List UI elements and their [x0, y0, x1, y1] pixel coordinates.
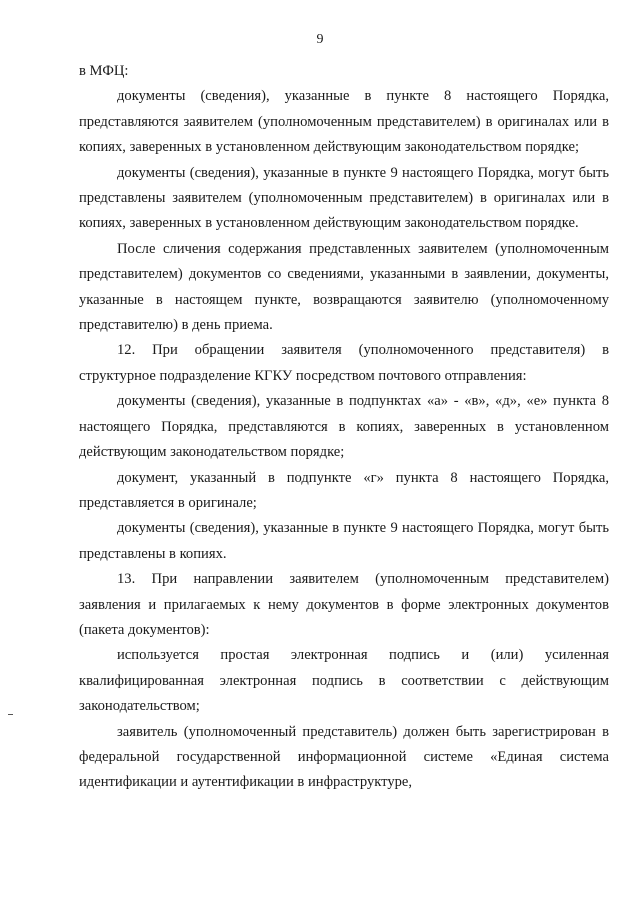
paragraph-item-8-docs: документы (сведения), указанные в пункте 8 настоящего Порядка, представляются заявителем (уполномоченным представителем) в оригиналах или в копиях, заверенных в установленном действующим законодательством порядке;	[79, 88, 609, 156]
margin-mark	[8, 714, 13, 715]
page-number: 9	[316, 32, 324, 47]
paragraph-clause-13: 13. При направлении заявителем (уполномоченным представителем) заявления и прилагаемых к нему документов в форме электронных документов (пакета документов):	[79, 571, 609, 638]
paragraph-esia-registration: заявитель (уполномоченный представитель) должен быть зарегистрирован в федеральной государственной информационной системе «Единая система идентификации и аутентификации в инфраструктуре,	[79, 723, 609, 791]
paragraph-original-g: документ, указанный в подпункте «г» пункта 8 настоящего Порядка, представляется в оригинале;	[79, 469, 609, 511]
paragraph-clause-12: 12. При обращении заявителя (уполномоченного представителя) в структурное подразделение КГКУ посредством почтового отправления:	[79, 342, 609, 384]
paragraph-item-9-copies: документы (сведения), указанные в пункте 9 настоящего Порядка, могут быть представлены в копиях.	[79, 520, 609, 562]
paragraph-copies-abvde: документы (сведения), указанные в подпунктах «а» - «в», «д», «е» пункта 8 настоящего Порядка, представляются в копиях, заверенных в установленном действующим законодательством порядке;	[79, 393, 609, 461]
paragraph-mfc-heading: в МФЦ:	[79, 63, 129, 79]
paragraph-return-docs: После сличения содержания представленных заявителем (уполномоченным представителем) документов со сведениями, указанными в заявлении, документы, указанные в настоящем пункте, возвращаются заявителю (уполномоченному представителю) в день приема.	[79, 240, 609, 334]
document-body	[79, 59, 609, 796]
paragraph-item-9-docs: документы (сведения), указанные в пункте 9 настоящего Порядка, могут быть представлены заявителем (уполномоченным представителем) в оригиналах или в копиях, заверенных в установленном действующим законодательством порядке.	[79, 164, 609, 232]
paragraph-electronic-signature: используется простая электронная подпись и (или) усиленная квалифицированная электронная подпись в соответствии с действующим законодательством;	[79, 647, 609, 715]
